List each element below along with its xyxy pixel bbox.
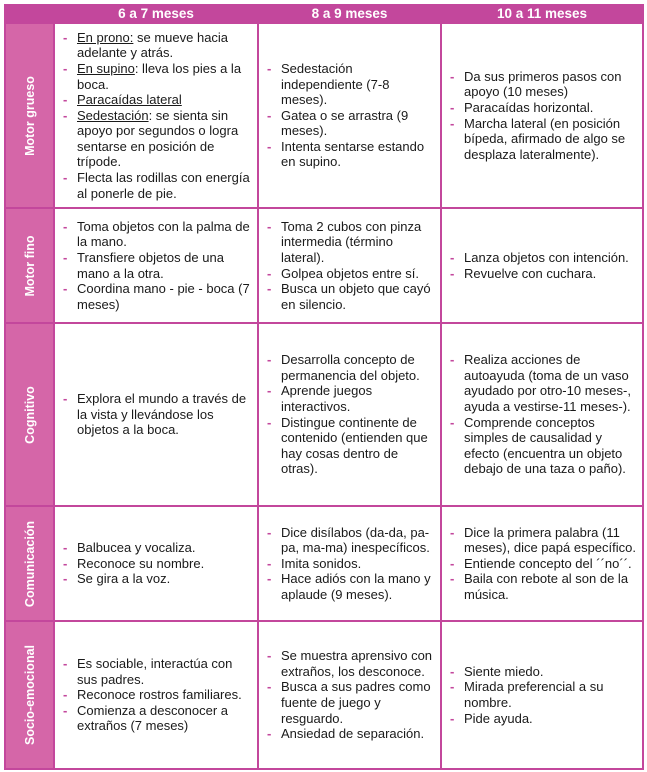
milestone-item-text: Busca un objeto que cayó en silencio. <box>281 281 431 312</box>
milestone-item <box>55 703 251 734</box>
milestone-item-text: Busca a sus padres como fuente de juego y resguardo. <box>281 679 431 726</box>
milestone-item-text: Es sociable, interactúa con sus padres. <box>77 656 233 687</box>
milestone-cell <box>54 506 258 621</box>
table-row <box>5 506 643 621</box>
milestone-item <box>259 556 434 572</box>
milestone-cell <box>441 323 643 506</box>
category-cell <box>5 323 54 506</box>
milestone-cell <box>258 208 441 323</box>
milestone-item <box>259 648 434 679</box>
milestone-item <box>259 679 434 726</box>
milestone-item <box>259 352 434 383</box>
table-row <box>5 323 643 506</box>
milestone-item <box>55 556 251 572</box>
milestone-item <box>55 540 251 556</box>
milestone-list <box>442 523 642 605</box>
milestone-cell <box>441 621 643 769</box>
category-cell <box>5 506 54 621</box>
milestone-item-text: Dice disílabos (da-da, pa-pa, ma-ma) inespecíficos. <box>281 524 430 556</box>
milestone-list <box>259 350 440 479</box>
milestone-item <box>442 69 636 100</box>
milestone-item <box>259 139 434 170</box>
milestone-item <box>259 383 434 414</box>
milestone-item-text: Marcha lateral (en posición bípeda, afirmado de algo se desplaza lateralmente). <box>464 115 626 162</box>
milestone-cell <box>54 323 258 506</box>
milestone-item <box>55 250 251 281</box>
category-cell <box>5 621 54 769</box>
milestone-cell <box>441 208 643 323</box>
milestone-item-text: Comienza a desconocer a extraños (7 meses) <box>77 702 229 734</box>
milestone-item-text: Aprende juegos interactivos. <box>281 383 373 414</box>
milestone-item-text: Sedestación independiente (7-8 meses). <box>281 60 390 108</box>
milestone-list <box>442 350 642 479</box>
milestone-cell <box>54 23 258 208</box>
milestone-item <box>259 61 434 108</box>
milestone-list <box>442 67 642 165</box>
milestone-item <box>442 556 636 572</box>
milestone-item-text: Gatea o se arrastra (9 meses). <box>281 107 409 139</box>
milestone-item-text: : lleva los pies a la boca. <box>77 60 242 92</box>
milestone-item-text: Toma objetos con la palma de la mano. <box>77 218 250 250</box>
milestone-item-text: Revuelve con cuchara. <box>464 265 597 281</box>
milestone-cell <box>258 23 441 208</box>
milestone-item-text: Distingue continente de contenido (entienden que hay cosas dentro de otras). <box>281 414 428 477</box>
milestone-item-term: En prono: <box>77 29 134 45</box>
milestone-item-text: Se gira a la voz. <box>77 571 171 587</box>
milestone-item <box>442 415 636 477</box>
milestone-item <box>55 571 251 587</box>
milestone-item-text: Balbucea y vocaliza. <box>77 540 196 556</box>
milestone-item-text: Entiende concepto del ´´no´´. <box>464 555 632 571</box>
milestone-item-text: Coordina mano - pie - boca (7 meses) <box>77 281 250 312</box>
header-row <box>5 5 643 23</box>
milestone-list <box>259 646 440 744</box>
milestone-list <box>259 523 440 605</box>
milestone-item <box>442 250 636 266</box>
milestone-item-text: Reconoce rostros familiares. <box>77 687 242 703</box>
milestone-item <box>259 726 434 742</box>
milestone-item-text: Toma 2 cubos con pinza intermedia (término lateral). <box>281 218 422 265</box>
milestone-item <box>442 525 636 556</box>
milestone-item <box>442 664 636 680</box>
milestone-item-text: Se muestra aprensivo con extraños, los desconoce. <box>281 648 433 679</box>
milestone-item-text: Siente miedo. <box>464 663 544 679</box>
milestone-item <box>442 352 636 414</box>
milestone-cell <box>258 621 441 769</box>
milestone-item <box>55 656 251 687</box>
milestone-item-text: Da sus primeros pasos con apoyo (10 meses) <box>464 68 622 100</box>
table-row <box>5 621 643 769</box>
category-cell <box>5 23 54 208</box>
milestone-item-text: : se sienta sin apoyo por segundos o logra sentarse en posición de trípode. <box>77 107 239 170</box>
column-header: 6 a 7 meses <box>54 5 258 23</box>
milestone-item <box>55 687 251 703</box>
milestone-item <box>259 281 434 312</box>
milestone-item <box>442 679 636 710</box>
milestone-item <box>442 571 636 602</box>
category-label: Socio-emocional <box>22 644 37 746</box>
milestone-list <box>55 217 257 315</box>
category-label: Motor fino <box>22 234 37 297</box>
table-row <box>5 208 643 323</box>
milestone-cell <box>258 323 441 506</box>
milestone-item <box>55 108 251 170</box>
milestone-item-text: Reconoce su nombre. <box>77 555 205 571</box>
milestone-item <box>55 281 251 312</box>
milestone-item-text: Lanza objetos con intención. <box>464 249 629 265</box>
milestone-item <box>442 711 636 727</box>
milestone-item <box>259 525 434 556</box>
milestone-item <box>259 415 434 477</box>
milestone-item-text: Ansiedad de separación. <box>281 726 425 742</box>
milestone-item <box>55 92 251 108</box>
milestone-item-text: Baila con rebote al son de la música. <box>464 571 629 602</box>
milestone-item <box>259 219 434 266</box>
milestone-item-text: Mirada preferencial a su nombre. <box>464 679 604 710</box>
milestone-item-term: En supino <box>77 60 135 76</box>
milestone-item <box>55 170 251 201</box>
milestone-item <box>55 219 251 250</box>
milestone-item-term: Paracaídas lateral <box>77 92 182 108</box>
table-row <box>5 23 643 208</box>
milestone-list <box>442 662 642 728</box>
milestone-list <box>55 389 257 440</box>
milestone-item-text: Paracaídas horizontal. <box>464 99 594 115</box>
milestone-item-text: Golpea objetos entre sí. <box>281 265 420 281</box>
milestone-item <box>55 61 251 92</box>
milestone-item-text: Pide ayuda. <box>464 710 533 726</box>
milestone-item-text: Imita sonidos. <box>281 555 362 571</box>
milestone-item <box>55 391 251 438</box>
milestone-item <box>259 108 434 139</box>
milestone-item-text: Dice la primera palabra (11 meses), dice papá específico. <box>464 524 636 556</box>
milestone-item <box>259 266 434 282</box>
milestone-item-text: Explora el mundo a través de la vista y llevándose los objetos a la boca. <box>77 391 247 438</box>
milestone-cell <box>441 23 643 208</box>
milestone-list <box>442 248 642 283</box>
milestone-item-text: Transfiere objetos de una mano a la otra. <box>77 249 224 281</box>
category-cell <box>5 208 54 323</box>
milestone-item-text: Realiza acciones de autoayuda (toma de un vaso ayudado por otro-10 meses-, ayuda a vestirse-11 meses-). <box>464 352 631 414</box>
milestone-list <box>55 654 257 736</box>
milestone-item <box>55 30 251 61</box>
development-table <box>4 4 644 770</box>
milestone-cell <box>54 621 258 769</box>
column-header: 10 a 11 meses <box>441 5 643 23</box>
milestone-list <box>259 217 440 315</box>
milestone-item-term: Sedestación <box>77 107 149 123</box>
milestone-item-text: Hace adiós con la mano y aplaude (9 meses). <box>281 571 431 602</box>
header-corner <box>5 5 54 23</box>
milestone-cell <box>258 506 441 621</box>
milestone-item <box>442 100 636 116</box>
milestone-list <box>55 538 257 589</box>
milestone-item-text: Flecta las rodillas con energía al ponerle de pie. <box>77 170 250 201</box>
milestone-item-text: Desarrolla concepto de permanencia del objeto. <box>281 352 420 383</box>
milestone-item-text: Intenta sentarse estando en supino. <box>281 138 425 170</box>
milestone-item <box>442 266 636 282</box>
milestone-cell <box>441 506 643 621</box>
milestone-item <box>259 571 434 602</box>
category-label: Motor grueso <box>22 75 37 156</box>
milestone-list <box>259 59 440 172</box>
milestone-list <box>55 28 257 204</box>
column-header: 8 a 9 meses <box>258 5 441 23</box>
milestone-item-text: se mueve hacia adelante y atrás. <box>77 29 229 61</box>
milestone-item <box>442 116 636 163</box>
category-label: Comunicación <box>22 520 37 607</box>
category-label: Cognitivo <box>22 385 37 444</box>
milestone-cell <box>54 208 258 323</box>
milestone-item-text: Comprende conceptos simples de causalidad y efecto (encuentra un objeto debajo de una taza o paño). <box>464 414 626 477</box>
